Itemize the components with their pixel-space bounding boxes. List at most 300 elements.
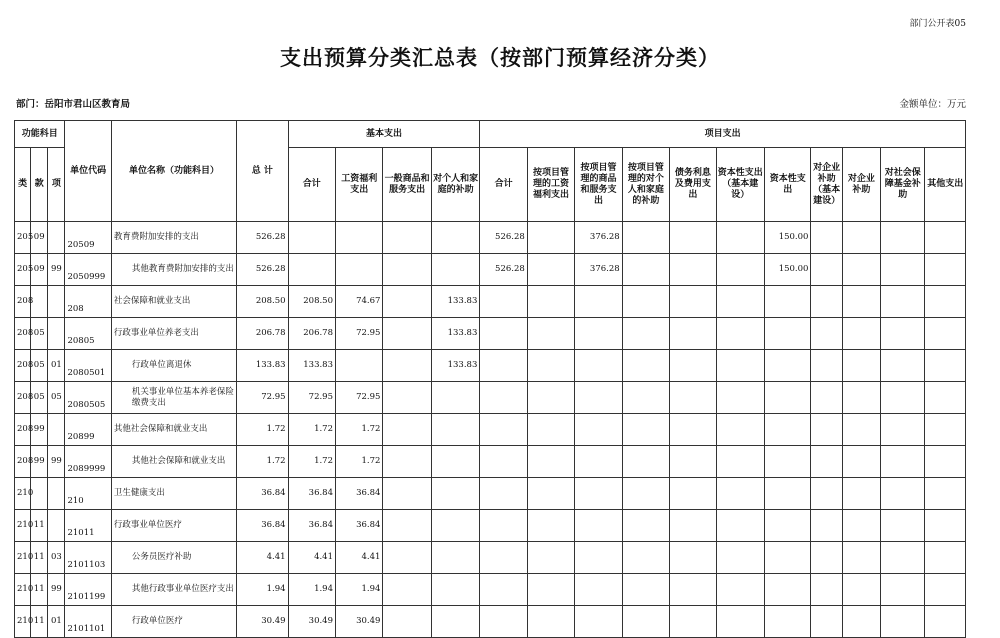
table-row [15, 254, 966, 286]
cell-basic-goods [383, 542, 431, 574]
cell-basic-total: 1.72 [288, 446, 335, 478]
cell-basic-total: 36.84 [288, 510, 335, 542]
cell-basic-family: 133.83 [431, 286, 479, 318]
cell-basic-family [431, 446, 479, 478]
cell-project-capital-basic [716, 222, 764, 254]
cell-lei: 205 [15, 254, 31, 286]
cell-lei: 210 [15, 542, 31, 574]
cell-project-enterprise-basic [811, 382, 842, 414]
cell-basic-goods [383, 286, 431, 318]
cell-project-goods [575, 574, 622, 606]
cell-project-total [480, 414, 527, 446]
cell-unit-code: 2050999 [65, 254, 111, 286]
cell-project-enterprise-basic [811, 254, 842, 286]
cell-basic-goods [383, 222, 431, 254]
cell-kuan: 05 [31, 350, 48, 382]
cell-project-goods: 376.28 [575, 254, 622, 286]
cell-unit-name: 行政事业单位养老支出 [111, 318, 236, 350]
cell-project-wage [527, 574, 574, 606]
cell-project-wage [527, 254, 574, 286]
cell-unit-name: 行政单位离退休 [111, 350, 236, 382]
table-header [15, 121, 966, 222]
cell-unit-code: 2101101 [65, 606, 111, 638]
cell-project-social [881, 510, 925, 542]
header-project-capital-basic: 资本性支出（基本建设） [716, 148, 764, 222]
cell-basic-total: 1.94 [288, 574, 335, 606]
cell-basic-goods [383, 414, 431, 446]
cell-total: 4.41 [237, 542, 288, 574]
table-number-label: 部门公开表05 [909, 19, 966, 29]
cell-xiang: 01 [48, 606, 65, 638]
cell-basic-total: 36.84 [288, 478, 335, 510]
cell-project-capital-basic [716, 318, 764, 350]
cell-basic-goods [383, 478, 431, 510]
cell-project-total [480, 286, 527, 318]
header-unit-name: 单位名称（功能科目） [111, 121, 236, 222]
cell-project-total [480, 510, 527, 542]
cell-basic-wage [336, 222, 383, 254]
cell-lei: 208 [15, 414, 31, 446]
cell-project-family [622, 350, 669, 382]
cell-project-goods [575, 382, 622, 414]
cell-xiang: 03 [48, 542, 65, 574]
header-basic-family: 对个人和家庭的补助 [431, 148, 479, 222]
cell-basic-family [431, 222, 479, 254]
cell-xiang [48, 414, 65, 446]
cell-project-family [622, 478, 669, 510]
cell-project-debt [670, 286, 716, 318]
cell-project-debt [670, 574, 716, 606]
cell-total: 133.83 [237, 350, 288, 382]
cell-unit-code: 2080501 [65, 350, 111, 382]
cell-project-family [622, 254, 669, 286]
cell-basic-wage: 72.95 [336, 318, 383, 350]
cell-kuan: 99 [31, 414, 48, 446]
cell-project-capital-basic [716, 286, 764, 318]
cell-project-wage [527, 350, 574, 382]
cell-project-capital [765, 478, 811, 510]
cell-project-capital-basic [716, 542, 764, 574]
cell-basic-wage: 4.41 [336, 542, 383, 574]
cell-project-social [881, 446, 925, 478]
cell-basic-wage: 74.67 [336, 286, 383, 318]
header-basic-wage: 工资福利支出 [336, 148, 383, 222]
cell-project-debt [670, 542, 716, 574]
cell-xiang: 99 [48, 446, 65, 478]
cell-basic-total: 206.78 [288, 318, 335, 350]
cell-project-enterprise [842, 350, 880, 382]
cell-project-capital-basic [716, 446, 764, 478]
cell-unit-code: 20899 [65, 414, 111, 446]
header-project-goods: 按项目管理的商品和服务支出 [575, 148, 622, 222]
cell-basic-total: 4.41 [288, 542, 335, 574]
table-row [15, 478, 966, 510]
cell-kuan: 11 [31, 606, 48, 638]
cell-project-other [925, 478, 966, 510]
cell-basic-goods [383, 350, 431, 382]
cell-unit-name: 卫生健康支出 [111, 478, 236, 510]
cell-unit-name: 公务员医疗补助 [111, 542, 236, 574]
table-row [15, 350, 966, 382]
cell-project-total [480, 350, 527, 382]
cell-project-family [622, 510, 669, 542]
cell-project-capital [765, 606, 811, 638]
cell-basic-goods [383, 318, 431, 350]
cell-basic-family [431, 574, 479, 606]
cell-project-debt [670, 382, 716, 414]
cell-project-enterprise-basic [811, 478, 842, 510]
cell-project-capital: 150.00 [765, 222, 811, 254]
cell-basic-family [431, 254, 479, 286]
cell-unit-name: 其他社会保障和就业支出 [111, 446, 236, 478]
cell-project-family [622, 414, 669, 446]
cell-project-enterprise [842, 382, 880, 414]
cell-total: 1.72 [237, 414, 288, 446]
cell-project-other [925, 254, 966, 286]
cell-project-goods [575, 414, 622, 446]
cell-project-enterprise [842, 318, 880, 350]
cell-project-capital [765, 542, 811, 574]
table-row [15, 606, 966, 638]
cell-lei: 208 [15, 286, 31, 318]
cell-total: 36.84 [237, 478, 288, 510]
header-unit-code: 单位代码 [65, 121, 111, 222]
header-project-debt: 债务利息及费用支出 [670, 148, 716, 222]
cell-unit-name: 教育费附加安排的支出 [111, 222, 236, 254]
cell-kuan: 09 [31, 254, 48, 286]
unit-label: 金额单位：万元 [899, 99, 966, 110]
cell-project-enterprise [842, 510, 880, 542]
cell-kuan [31, 286, 48, 318]
cell-lei: 208 [15, 350, 31, 382]
cell-project-family [622, 574, 669, 606]
cell-project-other [925, 222, 966, 254]
cell-unit-code: 210 [65, 478, 111, 510]
cell-project-goods [575, 478, 622, 510]
cell-project-family [622, 222, 669, 254]
cell-basic-family [431, 382, 479, 414]
cell-unit-code: 2080505 [65, 382, 111, 414]
cell-project-goods [575, 350, 622, 382]
cell-project-goods [575, 286, 622, 318]
cell-project-enterprise-basic [811, 318, 842, 350]
cell-project-other [925, 414, 966, 446]
cell-project-total: 526.28 [480, 254, 527, 286]
cell-lei: 210 [15, 574, 31, 606]
cell-project-capital [765, 414, 811, 446]
cell-total: 208.50 [237, 286, 288, 318]
cell-project-capital-basic [716, 510, 764, 542]
cell-xiang [48, 286, 65, 318]
cell-basic-family: 133.83 [431, 350, 479, 382]
department-label: 部门：岳阳市君山区教育局 [16, 99, 131, 110]
header-basic-expenditure: 基本支出 [288, 121, 480, 148]
cell-project-capital [765, 510, 811, 542]
header-total: 总 计 [237, 121, 288, 222]
cell-kuan: 09 [31, 222, 48, 254]
page-title: 支出预算分类汇总表（按部门预算经济分类） [280, 45, 720, 70]
cell-project-social [881, 478, 925, 510]
header-lei: 类 [15, 148, 31, 222]
cell-project-wage [527, 286, 574, 318]
cell-total: 1.94 [237, 574, 288, 606]
cell-project-wage [527, 382, 574, 414]
cell-project-goods [575, 606, 622, 638]
cell-project-family [622, 542, 669, 574]
header-project-other: 其他支出 [925, 148, 966, 222]
cell-project-wage [527, 414, 574, 446]
cell-project-social [881, 318, 925, 350]
cell-basic-family [431, 606, 479, 638]
cell-basic-wage: 1.94 [336, 574, 383, 606]
table-row [15, 574, 966, 606]
cell-project-social [881, 574, 925, 606]
cell-total: 526.28 [237, 222, 288, 254]
cell-project-enterprise [842, 254, 880, 286]
cell-project-wage [527, 606, 574, 638]
cell-xiang: 99 [48, 254, 65, 286]
cell-project-social [881, 254, 925, 286]
cell-project-capital [765, 286, 811, 318]
cell-basic-family [431, 542, 479, 574]
cell-unit-code: 20805 [65, 318, 111, 350]
cell-project-enterprise-basic [811, 446, 842, 478]
cell-project-wage [527, 446, 574, 478]
cell-project-capital-basic [716, 350, 764, 382]
cell-basic-total: 208.50 [288, 286, 335, 318]
cell-basic-wage [336, 350, 383, 382]
cell-xiang: 05 [48, 382, 65, 414]
cell-project-debt [670, 222, 716, 254]
cell-project-debt [670, 254, 716, 286]
cell-basic-wage: 1.72 [336, 414, 383, 446]
cell-project-social [881, 414, 925, 446]
cell-lei: 208 [15, 382, 31, 414]
cell-project-family [622, 382, 669, 414]
cell-project-social [881, 542, 925, 574]
cell-total: 526.28 [237, 254, 288, 286]
cell-basic-family: 133.83 [431, 318, 479, 350]
cell-unit-code: 208 [65, 286, 111, 318]
cell-kuan: 99 [31, 446, 48, 478]
cell-project-capital [765, 446, 811, 478]
cell-project-wage [527, 222, 574, 254]
cell-project-family [622, 318, 669, 350]
cell-basic-goods [383, 382, 431, 414]
cell-unit-name: 其他社会保障和就业支出 [111, 414, 236, 446]
cell-project-total [480, 446, 527, 478]
cell-kuan: 11 [31, 510, 48, 542]
cell-basic-family [431, 478, 479, 510]
cell-project-goods [575, 446, 622, 478]
cell-kuan: 05 [31, 318, 48, 350]
header-project-expenditure: 项目支出 [480, 121, 966, 148]
cell-project-debt [670, 478, 716, 510]
header-project-social: 对社会保障基金补助 [881, 148, 925, 222]
cell-project-other [925, 446, 966, 478]
cell-project-capital [765, 318, 811, 350]
cell-basic-goods [383, 606, 431, 638]
cell-kuan [31, 478, 48, 510]
cell-unit-code: 21011 [65, 510, 111, 542]
cell-basic-wage: 36.84 [336, 478, 383, 510]
cell-lei: 210 [15, 478, 31, 510]
cell-kuan: 05 [31, 382, 48, 414]
cell-basic-total: 30.49 [288, 606, 335, 638]
cell-project-goods [575, 318, 622, 350]
table-row [15, 542, 966, 574]
cell-project-capital-basic [716, 382, 764, 414]
cell-project-wage [527, 542, 574, 574]
cell-total: 1.72 [237, 446, 288, 478]
cell-project-total: 526.28 [480, 222, 527, 254]
table-row [15, 446, 966, 478]
cell-project-debt [670, 318, 716, 350]
cell-basic-goods [383, 254, 431, 286]
cell-xiang [48, 510, 65, 542]
cell-total: 72.95 [237, 382, 288, 414]
cell-total: 206.78 [237, 318, 288, 350]
cell-project-capital-basic [716, 606, 764, 638]
cell-project-total [480, 542, 527, 574]
cell-project-family [622, 606, 669, 638]
cell-kuan: 11 [31, 574, 48, 606]
cell-project-goods [575, 510, 622, 542]
header-project-wage: 按项目管理的工资福利支出 [527, 148, 574, 222]
cell-project-capital-basic [716, 574, 764, 606]
cell-project-total [480, 574, 527, 606]
cell-unit-name: 社会保障和就业支出 [111, 286, 236, 318]
cell-project-debt [670, 350, 716, 382]
cell-lei: 208 [15, 318, 31, 350]
cell-project-other [925, 574, 966, 606]
cell-project-enterprise [842, 286, 880, 318]
table-row [15, 414, 966, 446]
cell-xiang [48, 478, 65, 510]
cell-unit-name: 机关事业单位基本养老保险缴费支出 [111, 382, 236, 414]
cell-project-goods [575, 542, 622, 574]
cell-project-capital-basic [716, 414, 764, 446]
cell-xiang: 99 [48, 574, 65, 606]
cell-basic-goods [383, 446, 431, 478]
cell-project-other [925, 318, 966, 350]
cell-basic-total: 133.83 [288, 350, 335, 382]
cell-project-enterprise-basic [811, 414, 842, 446]
header-xiang: 项 [48, 148, 65, 222]
cell-project-enterprise [842, 446, 880, 478]
budget-table [14, 120, 966, 638]
cell-project-enterprise [842, 606, 880, 638]
header-project-capital: 资本性支出 [765, 148, 811, 222]
cell-project-family [622, 446, 669, 478]
cell-basic-wage: 30.49 [336, 606, 383, 638]
cell-lei: 210 [15, 606, 31, 638]
cell-project-enterprise-basic [811, 606, 842, 638]
cell-project-capital-basic [716, 478, 764, 510]
cell-basic-goods [383, 574, 431, 606]
cell-project-social [881, 286, 925, 318]
cell-basic-goods [383, 510, 431, 542]
cell-project-capital [765, 382, 811, 414]
header-basic-total: 合计 [288, 148, 335, 222]
cell-project-other [925, 606, 966, 638]
cell-project-other [925, 382, 966, 414]
cell-lei: 210 [15, 510, 31, 542]
cell-project-capital-basic [716, 254, 764, 286]
cell-project-total [480, 478, 527, 510]
cell-project-total [480, 382, 527, 414]
cell-lei: 205 [15, 222, 31, 254]
table-row [15, 222, 966, 254]
cell-xiang: 01 [48, 350, 65, 382]
cell-basic-total [288, 254, 335, 286]
cell-project-social [881, 350, 925, 382]
cell-project-wage [527, 478, 574, 510]
cell-unit-code: 2089999 [65, 446, 111, 478]
cell-project-capital [765, 574, 811, 606]
cell-project-enterprise [842, 414, 880, 446]
cell-basic-family [431, 414, 479, 446]
cell-project-enterprise-basic [811, 542, 842, 574]
cell-project-social [881, 606, 925, 638]
cell-project-social [881, 222, 925, 254]
table-row [15, 382, 966, 414]
header-basic-goods: 一般商品和服务支出 [383, 148, 431, 222]
cell-xiang [48, 318, 65, 350]
cell-project-debt [670, 414, 716, 446]
cell-project-debt [670, 606, 716, 638]
cell-project-enterprise-basic [811, 574, 842, 606]
cell-total: 30.49 [237, 606, 288, 638]
header-project-family: 按项目管理的对个人和家庭的补助 [622, 148, 669, 222]
cell-unit-name: 行政事业单位医疗 [111, 510, 236, 542]
cell-project-other [925, 286, 966, 318]
cell-kuan: 11 [31, 542, 48, 574]
header-project-total: 合计 [480, 148, 527, 222]
header-project-enterprise-basic: 对企业补助（基本建设） [811, 148, 842, 222]
cell-basic-total [288, 222, 335, 254]
cell-basic-total: 1.72 [288, 414, 335, 446]
cell-unit-name: 其他行政事业单位医疗支出 [111, 574, 236, 606]
cell-unit-name: 行政单位医疗 [111, 606, 236, 638]
cell-basic-family [431, 510, 479, 542]
cell-project-enterprise [842, 222, 880, 254]
cell-unit-code: 2101199 [65, 574, 111, 606]
cell-basic-wage: 1.72 [336, 446, 383, 478]
cell-project-other [925, 510, 966, 542]
cell-project-capital [765, 350, 811, 382]
cell-project-wage [527, 510, 574, 542]
cell-project-debt [670, 510, 716, 542]
table-row [15, 510, 966, 542]
cell-basic-wage: 36.84 [336, 510, 383, 542]
cell-project-total [480, 606, 527, 638]
cell-unit-name: 其他教育费附加安排的支出 [111, 254, 236, 286]
cell-project-enterprise [842, 574, 880, 606]
header-kuan: 款 [31, 148, 48, 222]
cell-project-enterprise [842, 542, 880, 574]
cell-total: 36.84 [237, 510, 288, 542]
cell-unit-code: 20509 [65, 222, 111, 254]
cell-project-enterprise [842, 478, 880, 510]
cell-project-goods: 376.28 [575, 222, 622, 254]
cell-project-capital: 150.00 [765, 254, 811, 286]
cell-project-enterprise-basic [811, 286, 842, 318]
cell-project-other [925, 542, 966, 574]
cell-project-family [622, 286, 669, 318]
cell-project-other [925, 350, 966, 382]
cell-project-social [881, 382, 925, 414]
